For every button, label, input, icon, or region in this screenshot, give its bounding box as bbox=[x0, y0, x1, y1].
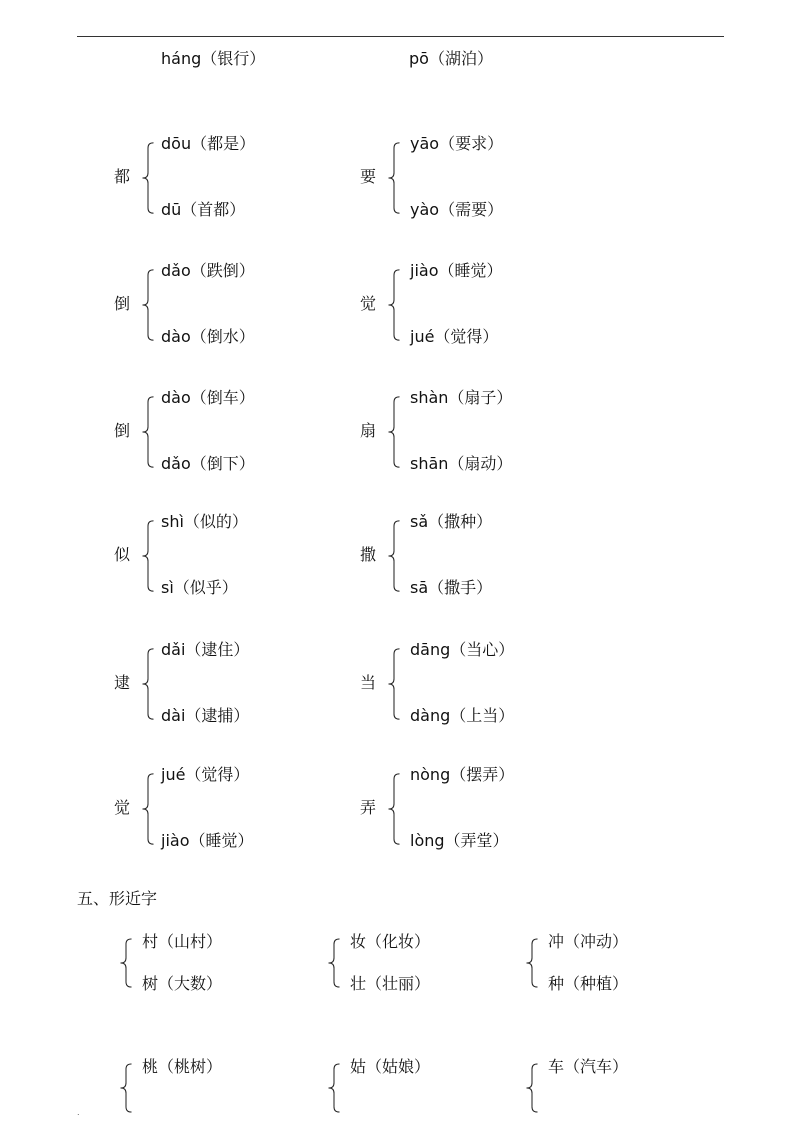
polyphonic-character: 倒 bbox=[114, 421, 131, 440]
similar-pair-top: 车（汽车） bbox=[548, 1057, 629, 1076]
reading-bottom: dào（倒水） bbox=[161, 327, 255, 346]
similar-pair-bottom: 种（种植） bbox=[548, 974, 629, 993]
similar-pair-top: 冲（冲动） bbox=[548, 932, 629, 951]
reading-bottom: yào（需要） bbox=[410, 200, 504, 219]
similar-pair-top: 妆（化妆） bbox=[350, 932, 431, 951]
brace-icon bbox=[388, 642, 400, 726]
brace-icon bbox=[328, 934, 340, 992]
reading-top: dǎi（逮住） bbox=[161, 640, 250, 659]
polyphonic-character: 觉 bbox=[114, 798, 131, 817]
brace-icon bbox=[142, 263, 154, 347]
brace-icon bbox=[142, 767, 154, 851]
polyphonic-character: 弄 bbox=[360, 798, 377, 817]
reading-top: dào（倒车） bbox=[161, 388, 255, 407]
brace-icon bbox=[120, 1059, 132, 1117]
similar-pair-top: 村（山村） bbox=[142, 932, 223, 951]
reading-top: jiào（睡觉） bbox=[410, 261, 503, 280]
reading-bottom: jué（觉得） bbox=[410, 327, 499, 346]
reading-top: dāng（当心） bbox=[410, 640, 515, 659]
top-row-right: pō（湖泊） bbox=[409, 49, 493, 68]
polyphonic-character: 觉 bbox=[360, 294, 377, 313]
reading-top: nòng（摆弄） bbox=[410, 765, 515, 784]
reading-bottom: dǎo（倒下） bbox=[161, 454, 255, 473]
reading-top: shì（似的） bbox=[161, 512, 248, 531]
reading-top: sǎ（撒种） bbox=[410, 512, 493, 531]
section-heading: 五、形近字 bbox=[77, 889, 158, 908]
polyphonic-character: 扇 bbox=[360, 421, 377, 440]
brace-icon bbox=[142, 514, 154, 598]
reading-bottom: sì（似乎） bbox=[161, 578, 238, 597]
similar-pair-bottom: 壮（壮丽） bbox=[350, 974, 431, 993]
footer-mark: . bbox=[77, 1108, 80, 1117]
polyphonic-character: 要 bbox=[360, 167, 377, 186]
brace-icon bbox=[142, 390, 154, 474]
polyphonic-character: 逮 bbox=[114, 673, 131, 692]
similar-pair-top: 姑（姑娘） bbox=[350, 1057, 431, 1076]
brace-icon bbox=[526, 934, 538, 992]
reading-bottom: jiào（睡觉） bbox=[161, 831, 254, 850]
similar-pair-top: 桃（桃树） bbox=[142, 1057, 223, 1076]
brace-icon bbox=[142, 136, 154, 220]
reading-bottom: dàng（上当） bbox=[410, 706, 515, 725]
reading-bottom: shān（扇动） bbox=[410, 454, 513, 473]
brace-icon bbox=[120, 934, 132, 992]
reading-top: dǎo（跌倒） bbox=[161, 261, 255, 280]
similar-pair-bottom: 树（大数） bbox=[142, 974, 223, 993]
reading-bottom: dài（逮捕） bbox=[161, 706, 250, 725]
top-rule bbox=[77, 36, 724, 37]
brace-icon bbox=[388, 514, 400, 598]
polyphonic-character: 倒 bbox=[114, 294, 131, 313]
reading-top: yāo（要求） bbox=[410, 134, 504, 153]
reading-bottom: dū（首都） bbox=[161, 200, 246, 219]
brace-icon bbox=[388, 263, 400, 347]
polyphonic-character: 当 bbox=[360, 673, 377, 692]
reading-bottom: sā（撒手） bbox=[410, 578, 493, 597]
brace-icon bbox=[388, 390, 400, 474]
reading-top: dōu（都是） bbox=[161, 134, 256, 153]
brace-icon bbox=[388, 136, 400, 220]
polyphonic-character: 都 bbox=[114, 167, 131, 186]
reading-bottom: lòng（弄堂） bbox=[410, 831, 509, 850]
reading-top: shàn（扇子） bbox=[410, 388, 513, 407]
reading-top: jué（觉得） bbox=[161, 765, 250, 784]
polyphonic-character: 似 bbox=[114, 545, 131, 564]
top-row-left: háng（银行） bbox=[161, 49, 266, 68]
brace-icon bbox=[328, 1059, 340, 1117]
polyphonic-character: 撒 bbox=[360, 545, 377, 564]
brace-icon bbox=[388, 767, 400, 851]
brace-icon bbox=[526, 1059, 538, 1117]
brace-icon bbox=[142, 642, 154, 726]
